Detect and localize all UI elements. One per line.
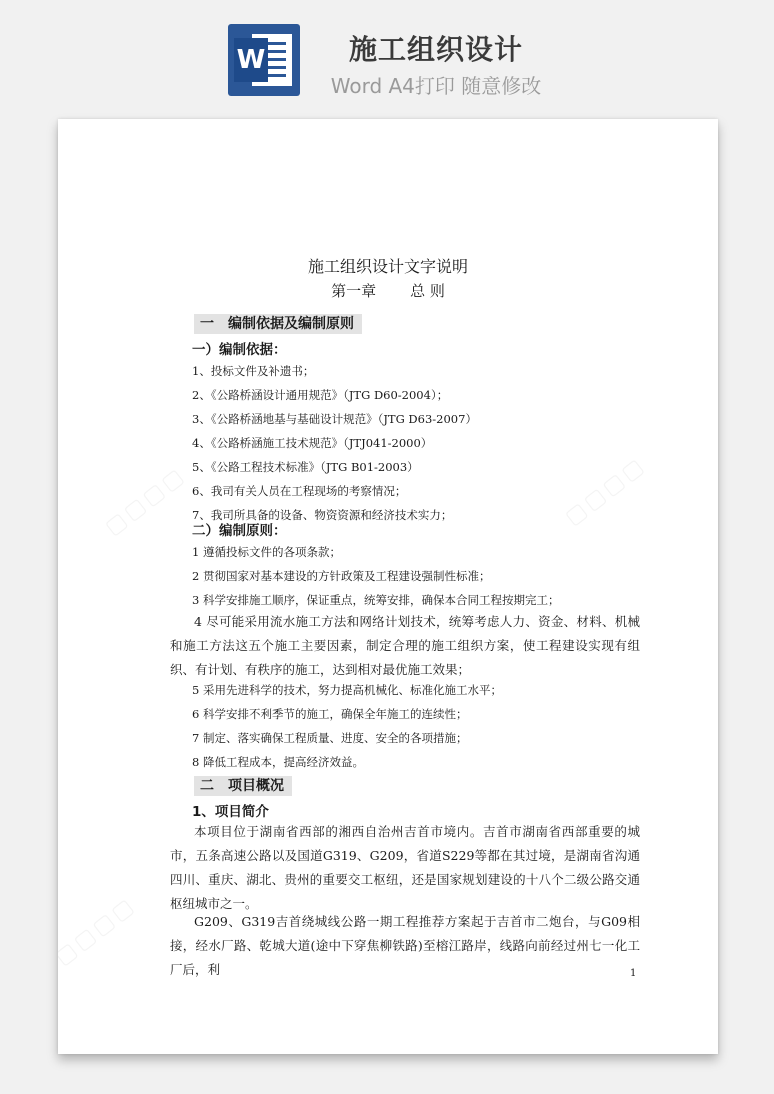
subsection-heading: 二）编制原则： [192,523,287,539]
document-title: 施工组织设计文字说明 [307,257,468,276]
section-heading: 二 项目概况 [194,776,292,796]
list-item: 7、我司所具备的设备、物资资源和经济技术实力； [192,508,453,522]
list-item: 1、投标文件及补遗书； [192,364,315,378]
list-item: 2、《公路桥涵设计通用规范》（JTG D60-2004）； [192,388,449,402]
document-page [58,119,718,1054]
list-item: 5、《公路工程技术标准》（JTG B01-2003） [192,460,419,474]
watermark-mark [560,452,650,530]
paragraph: 本项目位于湖南省西部的湘西自治州吉首市境内。吉首市湖南省西部重要的城市，五条高速公路以及国道G319、G209，省道S229等都在其过境，是湖南省沟通四川、重庆、湖北、贵州的重要交工枢纽，还是国家规划建设的十八个二级公路交通枢纽城市之一。 [170,824,640,911]
word-document-icon [228,24,300,96]
word-letter-icon: W [234,38,268,82]
list-item: 6 科学安排不利季节的施工，确保全年施工的连续性； [192,707,468,721]
list-item: 6、我司有关人员在工程现场的考察情况； [192,484,407,498]
section-heading: 一 编制依据及编制原则 [194,314,362,334]
list-item: 8 降低工程成本，提高经济效益。 [192,755,364,769]
list-item: 7 制定、落实确保工程质量、进度、安全的各项措施； [192,731,468,745]
paragraph: G209、G319吉首绕城线公路一期工程推荐方案起于吉首市二炮台，与G09相接，经水厂路、乾城大道(途中下穿焦柳铁路)至榕江路岸，线路向前经过州七一化工厂后，利 [170,914,640,977]
chapter-name: 总 则 [410,282,445,300]
list-item: 3 科学安排施工顺序，保证重点，统筹安排，确保本合同工程按期完工； [192,593,560,607]
paragraph: 4 尽可能采用流水施工方法和网络计划技术，统筹考虑人力、资金、材料、机械和施工方法这五个施工主要因素，制定合理的施工组织方案，使工程建设实现有组织、有计划、有秩序的施工，达到相对最优施工效果； [170,614,640,677]
list-item: 2 贯彻国家对基本建设的方针政策及工程建设强制性标准； [192,569,491,583]
list-item: 1 遵循投标文件的各项条款； [192,545,341,559]
page-number: 1 [630,968,637,979]
list-item: 4、《公路桥涵施工技术规范》（JTJ041-2000） [192,436,433,450]
header-banner [0,0,774,108]
list-item: 3、《公路桥涵地基与基础设计规范》（JTG D63-2007） [192,412,477,426]
subsection-heading: 一）编制依据： [192,342,287,358]
chapter-heading [58,280,718,301]
watermark-mark [100,462,190,540]
subsection-heading: 1、项目简介 [192,804,269,820]
banner-subtitle: Word A4打印 随意修改 [330,74,542,98]
chapter-prefix: 第一章 [331,282,377,300]
list-item: 5 采用先进科学的技术，努力提高机械化、标准化施工水平； [192,683,502,697]
watermark-mark [58,892,141,970]
banner-title: 施工组织设计 [348,33,523,66]
